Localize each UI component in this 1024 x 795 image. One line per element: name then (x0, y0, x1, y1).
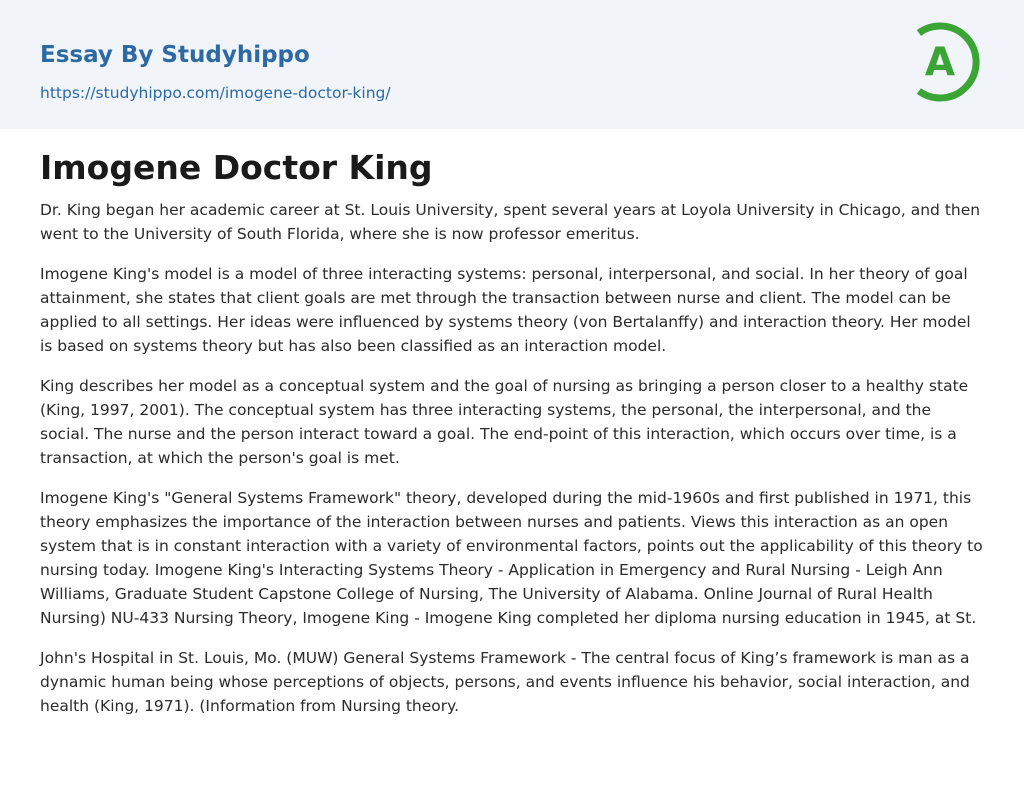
article-content (40, 146, 984, 734)
article-paragraph: John's Hospital in St. Louis, Mo. (MUW) General Systems Framework - The central focus of King’s framework is man as a dynamic human being whose perceptions of objects, persons, and events influence his behavior, social interaction, and health (King, 1971). (Information from Nursing theory. (40, 649, 970, 715)
page-header (0, 0, 1024, 129)
site-brand[interactable]: Essay By Studyhippo (40, 42, 310, 68)
article-url-link[interactable]: https://studyhippo.com/imogene-doctor-king/ (40, 84, 391, 102)
article-paragraph: Imogene King's "General Systems Framework" theory, developed during the mid-1960s and first published in 1971, this theory emphasizes the importance of the interaction between nurses and patients. Views this interaction as an open system that is in constant interaction with a variety of environmental factors, points out the applicability of this theory to nursing today. Imogene King's Interacting Systems Theory - Application in Emergency and Rural Nursing - Leigh Ann Williams, Graduate Student Capstone College of Nursing, The University of Alabama. Online Journal of Rural Health Nursing) NU-433 Nursing Theory, Imogene King - Imogene King completed her diploma nursing education in 1945, at St. (40, 489, 983, 627)
article-paragraph: King describes her model as a conceptual system and the goal of nursing as bringing a person closer to a healthy state (King, 1997, 2001). The conceptual system has three interacting systems, the personal, the interpersonal, and the social. The nurse and the person interact toward a goal. The end-point of this interaction, which occurs over time, is a transaction, at which the person's goal is met. (40, 377, 969, 467)
article-paragraph: Dr. King began her academic career at St. Louis University, spent several years at Loyola University in Chicago, and then went to the University of South Florida, where she is now professor emeritus. (40, 201, 981, 243)
article-title: Imogene Doctor King (40, 148, 433, 187)
studyhippo-logo-icon[interactable] (903, 19, 987, 105)
logo-letter: A (924, 40, 956, 85)
article-paragraph: Imogene King's model is a model of three interacting systems: personal, interpersonal, and social. In her theory of goal attainment, she states that client goals are met through the transaction between nurse and client. The model can be applied to all settings. Her ideas were influenced by systems theory (von Bertalanffy) and interaction theory. Her model is based on systems theory but has also been classified as an interaction model. (40, 265, 971, 355)
